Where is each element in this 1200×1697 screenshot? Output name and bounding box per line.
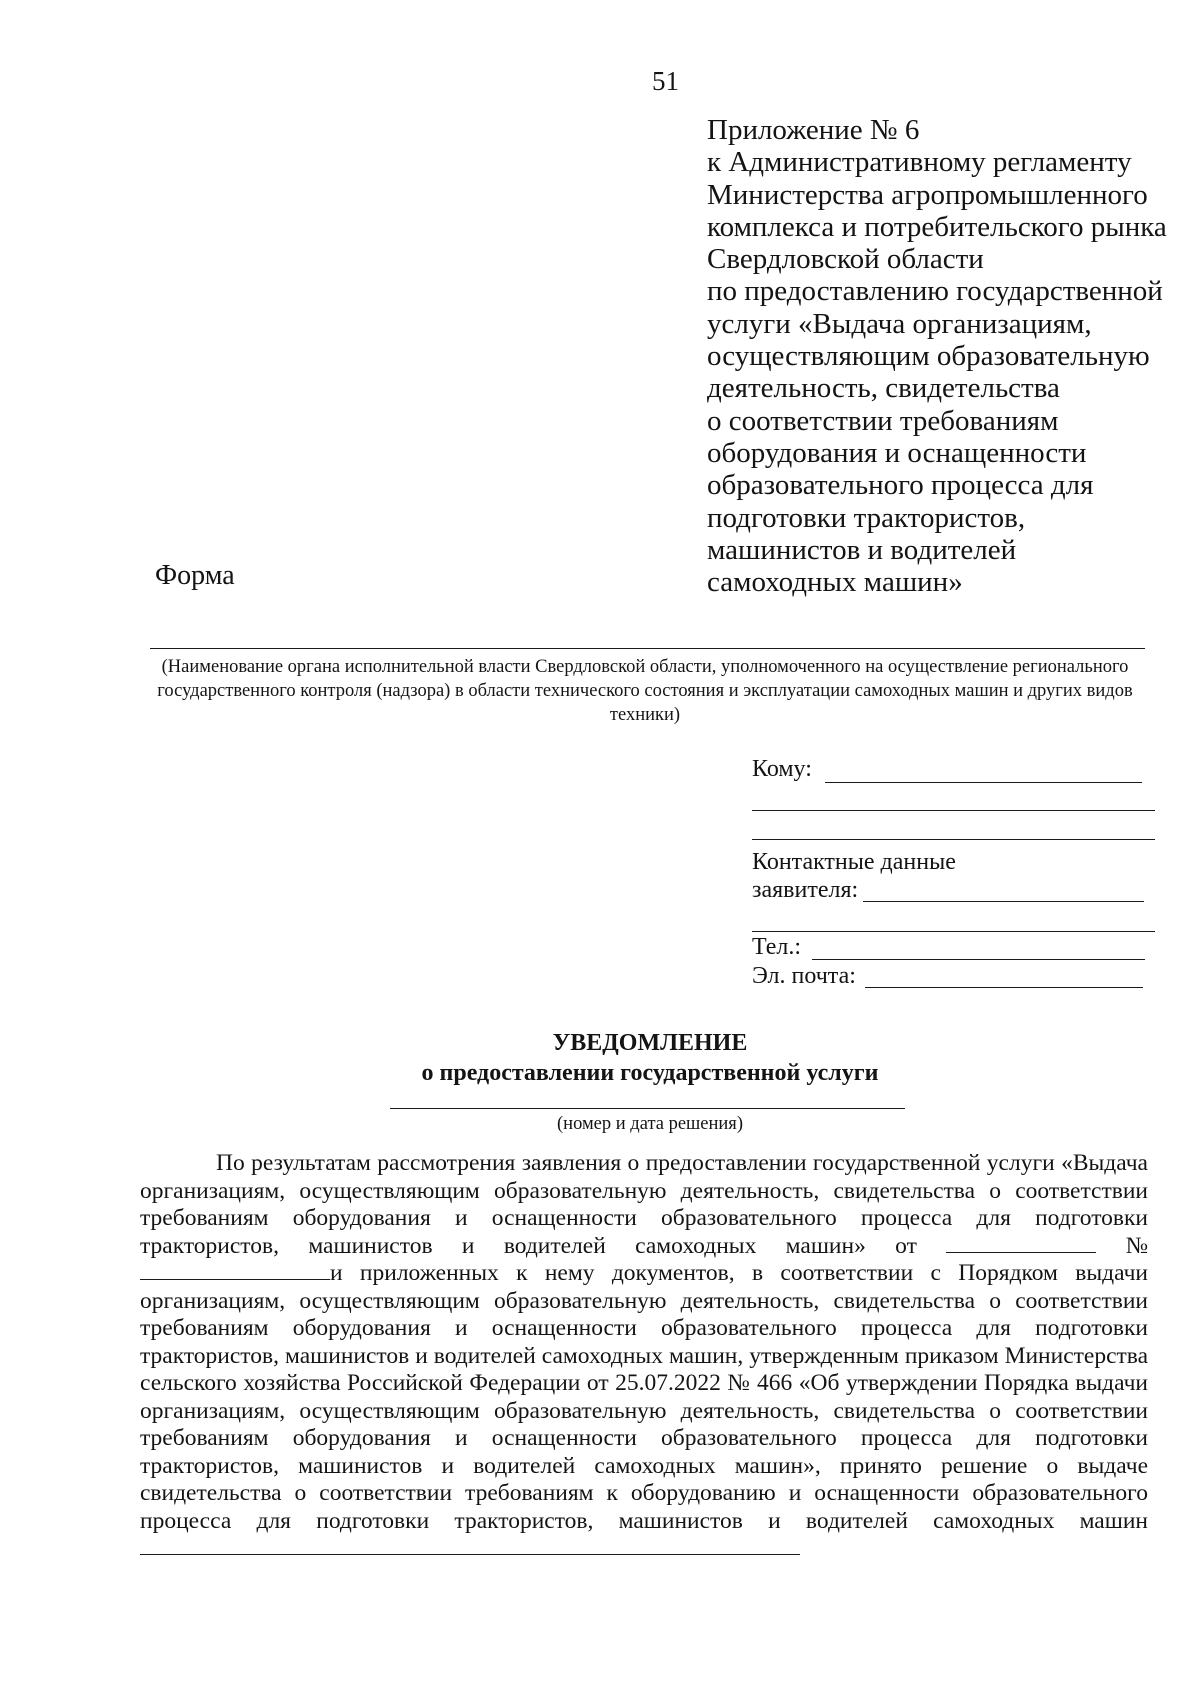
notice-paragraph <box>140 1150 1148 1563</box>
phone-label: Тел.: <box>752 934 802 960</box>
notice-title: УВЕДОМЛЕНИЕ <box>552 1030 748 1056</box>
appendix-line: Свердловской области <box>707 243 984 276</box>
applicant-label: заявителя: <box>752 877 859 903</box>
appendix-line: оборудования и оснащенности <box>707 436 1087 469</box>
appendix-line: к Административному регламенту <box>707 146 1132 179</box>
appendix-line: подготовки трактористов, <box>707 501 1026 534</box>
number-sign: № <box>1125 1232 1149 1259</box>
paragraph-text-part1: По результатам рассмотрения заявления о предоставлении государственной услуги «Выдача организациям, осуществляющим образовательную деятельность, свидетельства о соответствии требованиям оборудования и оснащенности образовательного процесса для подготовки трактористов, машинистов и водителей самоходных машин» от <box>140 1150 1148 1259</box>
appendix-line: комплекса и потребительского рынка <box>707 210 1167 243</box>
page-number: 51 <box>652 66 679 96</box>
decision-caption: (номер и дата решения) <box>557 1114 743 1134</box>
appendix-line: машинистов и водителей <box>707 533 1017 566</box>
to-field-line-2[interactable] <box>752 810 1155 811</box>
phone-field-line[interactable] <box>812 959 1145 960</box>
appendix-line: самоходных машин» <box>707 566 963 599</box>
application-number-blank[interactable] <box>140 1261 330 1280</box>
appendix-line: образовательного процесса для <box>707 469 1094 502</box>
authority-caption: (Наименование органа исполнительной власти Свердловской области, уполномоченного на осуществление регионального государственного контроля (надзора) в области технического состояния и эксплуатации самоходных машин и других видов техники) <box>157 657 1133 725</box>
notice-body <box>140 1150 1148 1563</box>
to-label: Кому: <box>752 756 812 782</box>
application-date-blank[interactable] <box>946 1234 1096 1253</box>
appendix-line: по предоставлению государственной <box>707 275 1163 308</box>
decision-number-line[interactable] <box>390 1108 905 1109</box>
appendix-line: Министерства агропромышленного <box>707 178 1148 211</box>
appendix-line: Приложение № 6 <box>707 114 920 146</box>
to-field-line-3[interactable] <box>752 839 1155 840</box>
appendix-line: о соответствии требованиям <box>707 404 1059 437</box>
to-field-line[interactable] <box>825 782 1142 783</box>
certificate-details-blank[interactable] <box>140 1536 800 1555</box>
form-label: Форма <box>155 560 235 591</box>
appendix-line: услуги «Выдача организациям, <box>707 307 1092 340</box>
paragraph-text-part2: и приложенных к нему документов, в соответствии с Порядком выдачи организациям, осуществляющим образовательную деятельность, свидетельства о соответствии требованиям оборудования и оснащенности образовательного процесса для подготовки трактористов, машинистов и водителей самоходных машин, утвержденным приказом Министерства сельского хозяйства Российской Федерации от 25.07.2022 № 466 «Об утверждении Порядка выдачи организациям, осуществляющим образовательную деятельность, свидетельства о соответствии требованиям оборудования и оснащенности образовательного процесса для подготовки трактористов, машинистов и водителей самоходных машин», принято решение о выдаче свидетельства о соответствии требованиям к оборудованию и оснащенности образовательного процесса для подготовки трактористов, машинистов и водителей самоходных машин <box>140 1260 1148 1534</box>
email-field-line[interactable] <box>865 987 1143 988</box>
appendix-line: деятельность, свидетельства <box>707 372 1060 405</box>
applicant-field-line[interactable] <box>863 901 1144 902</box>
authority-name-line[interactable] <box>150 648 1145 649</box>
contacts-label: Контактные данные <box>752 849 956 875</box>
appendix-line: осуществляющим образовательную <box>707 340 1150 373</box>
email-label: Эл. почта: <box>752 963 856 989</box>
appendix-header <box>707 114 1177 598</box>
applicant-field-line-2[interactable] <box>752 931 1155 932</box>
notice-subtitle: о предоставлении государственной услуги <box>421 1060 879 1086</box>
